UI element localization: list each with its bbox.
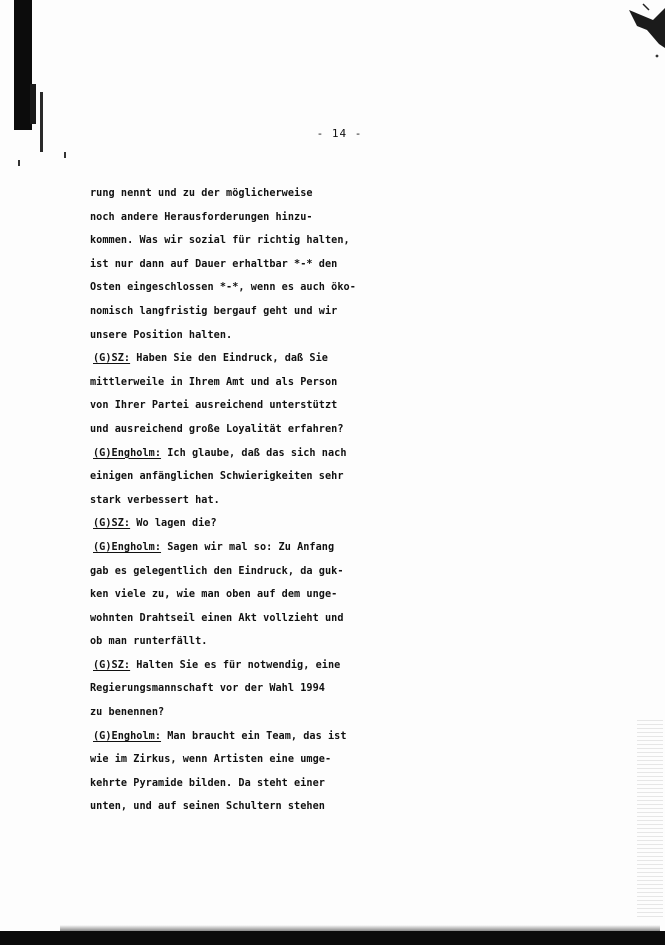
scan-margin-mark [40, 92, 43, 152]
paragraph [90, 536, 550, 654]
speaker-label: (G)Engholm: [93, 730, 162, 742]
paragraph [90, 182, 550, 347]
text-line: ist nur dann auf Dauer erhaltbar *-* den [90, 258, 338, 270]
scan-edge-shadow-inner [30, 84, 36, 124]
paragraph [90, 442, 550, 513]
scan-edge-noise [637, 720, 663, 920]
text-line: gab es gelegentlich den Eindruck, da guk- [90, 565, 344, 577]
paragraph [90, 512, 550, 536]
text-line: wohnten Drahtseil einen Akt vollzieht und [90, 612, 344, 624]
document-body [90, 182, 550, 819]
text-line: von Ihrer Partei ausreichend unterstützt [90, 400, 338, 412]
text-fragment: Haben Sie den Eindruck, daß Sie [130, 353, 328, 365]
speaker-label: (G)SZ: [93, 518, 131, 530]
text-line [90, 442, 550, 466]
text-line: mittlerweile in Ihrem Amt und als Person [90, 376, 338, 388]
text-line: und ausreichend große Loyalität erfahren? [90, 423, 344, 435]
text-line: einigen anfänglichen Schwierigkeiten sehr [90, 471, 344, 483]
text-fragment: Man braucht ein Team, das ist [161, 730, 347, 742]
speaker-label: (G)Engholm: [93, 541, 162, 553]
text-fragment: Ich glaube, daß das sich nach [161, 447, 347, 459]
scan-bottom-edge [0, 931, 665, 945]
text-line: ob man runterfällt. [90, 636, 208, 648]
paragraph [90, 725, 550, 819]
text-line [90, 725, 550, 749]
text-line [90, 347, 550, 371]
text-fragment: Halten Sie es für notwendig, eine [130, 659, 341, 671]
text-line: unsere Position halten. [90, 329, 233, 341]
speaker-label: (G)SZ: [93, 353, 131, 365]
scan-corner-artifact [623, 0, 665, 60]
text-line: ken viele zu, wie man oben auf dem unge- [90, 589, 338, 601]
text-line [90, 654, 550, 678]
speaker-label: (G)Engholm: [93, 447, 162, 459]
text-line: kommen. Was wir sozial für richtig halten, [90, 235, 350, 247]
text-line: noch andere Herausforderungen hinzu- [90, 211, 313, 223]
text-line: kehrte Pyramide bilden. Da steht einer [90, 777, 325, 789]
paragraph [90, 347, 550, 441]
text-line: Osten eingeschlossen *-*, wenn es auch öko- [90, 282, 356, 294]
text-line: zu benennen? [90, 707, 165, 719]
paragraph [90, 654, 550, 725]
speaker-label: (G)SZ: [93, 659, 131, 671]
text-fragment: Sagen wir mal so: Zu Anfang [161, 541, 335, 553]
text-line: nomisch langfristig bergauf geht und wir [90, 305, 338, 317]
text-line: unten, und auf seinen Schultern stehen [90, 801, 325, 813]
text-line: Regierungsmannschaft vor der Wahl 1994 [90, 683, 325, 695]
text-line: stark verbessert hat. [90, 494, 220, 506]
text-line [90, 512, 550, 536]
scan-speck [18, 160, 20, 166]
text-line: wie im Zirkus, wenn Artisten eine umge- [90, 754, 332, 766]
text-fragment: Wo lagen die? [130, 518, 217, 530]
text-line: rung nennt und zu der möglicherweise [90, 188, 313, 199]
text-line [90, 536, 550, 560]
scan-speck [64, 152, 66, 158]
page-number: - 14 - [316, 127, 363, 140]
